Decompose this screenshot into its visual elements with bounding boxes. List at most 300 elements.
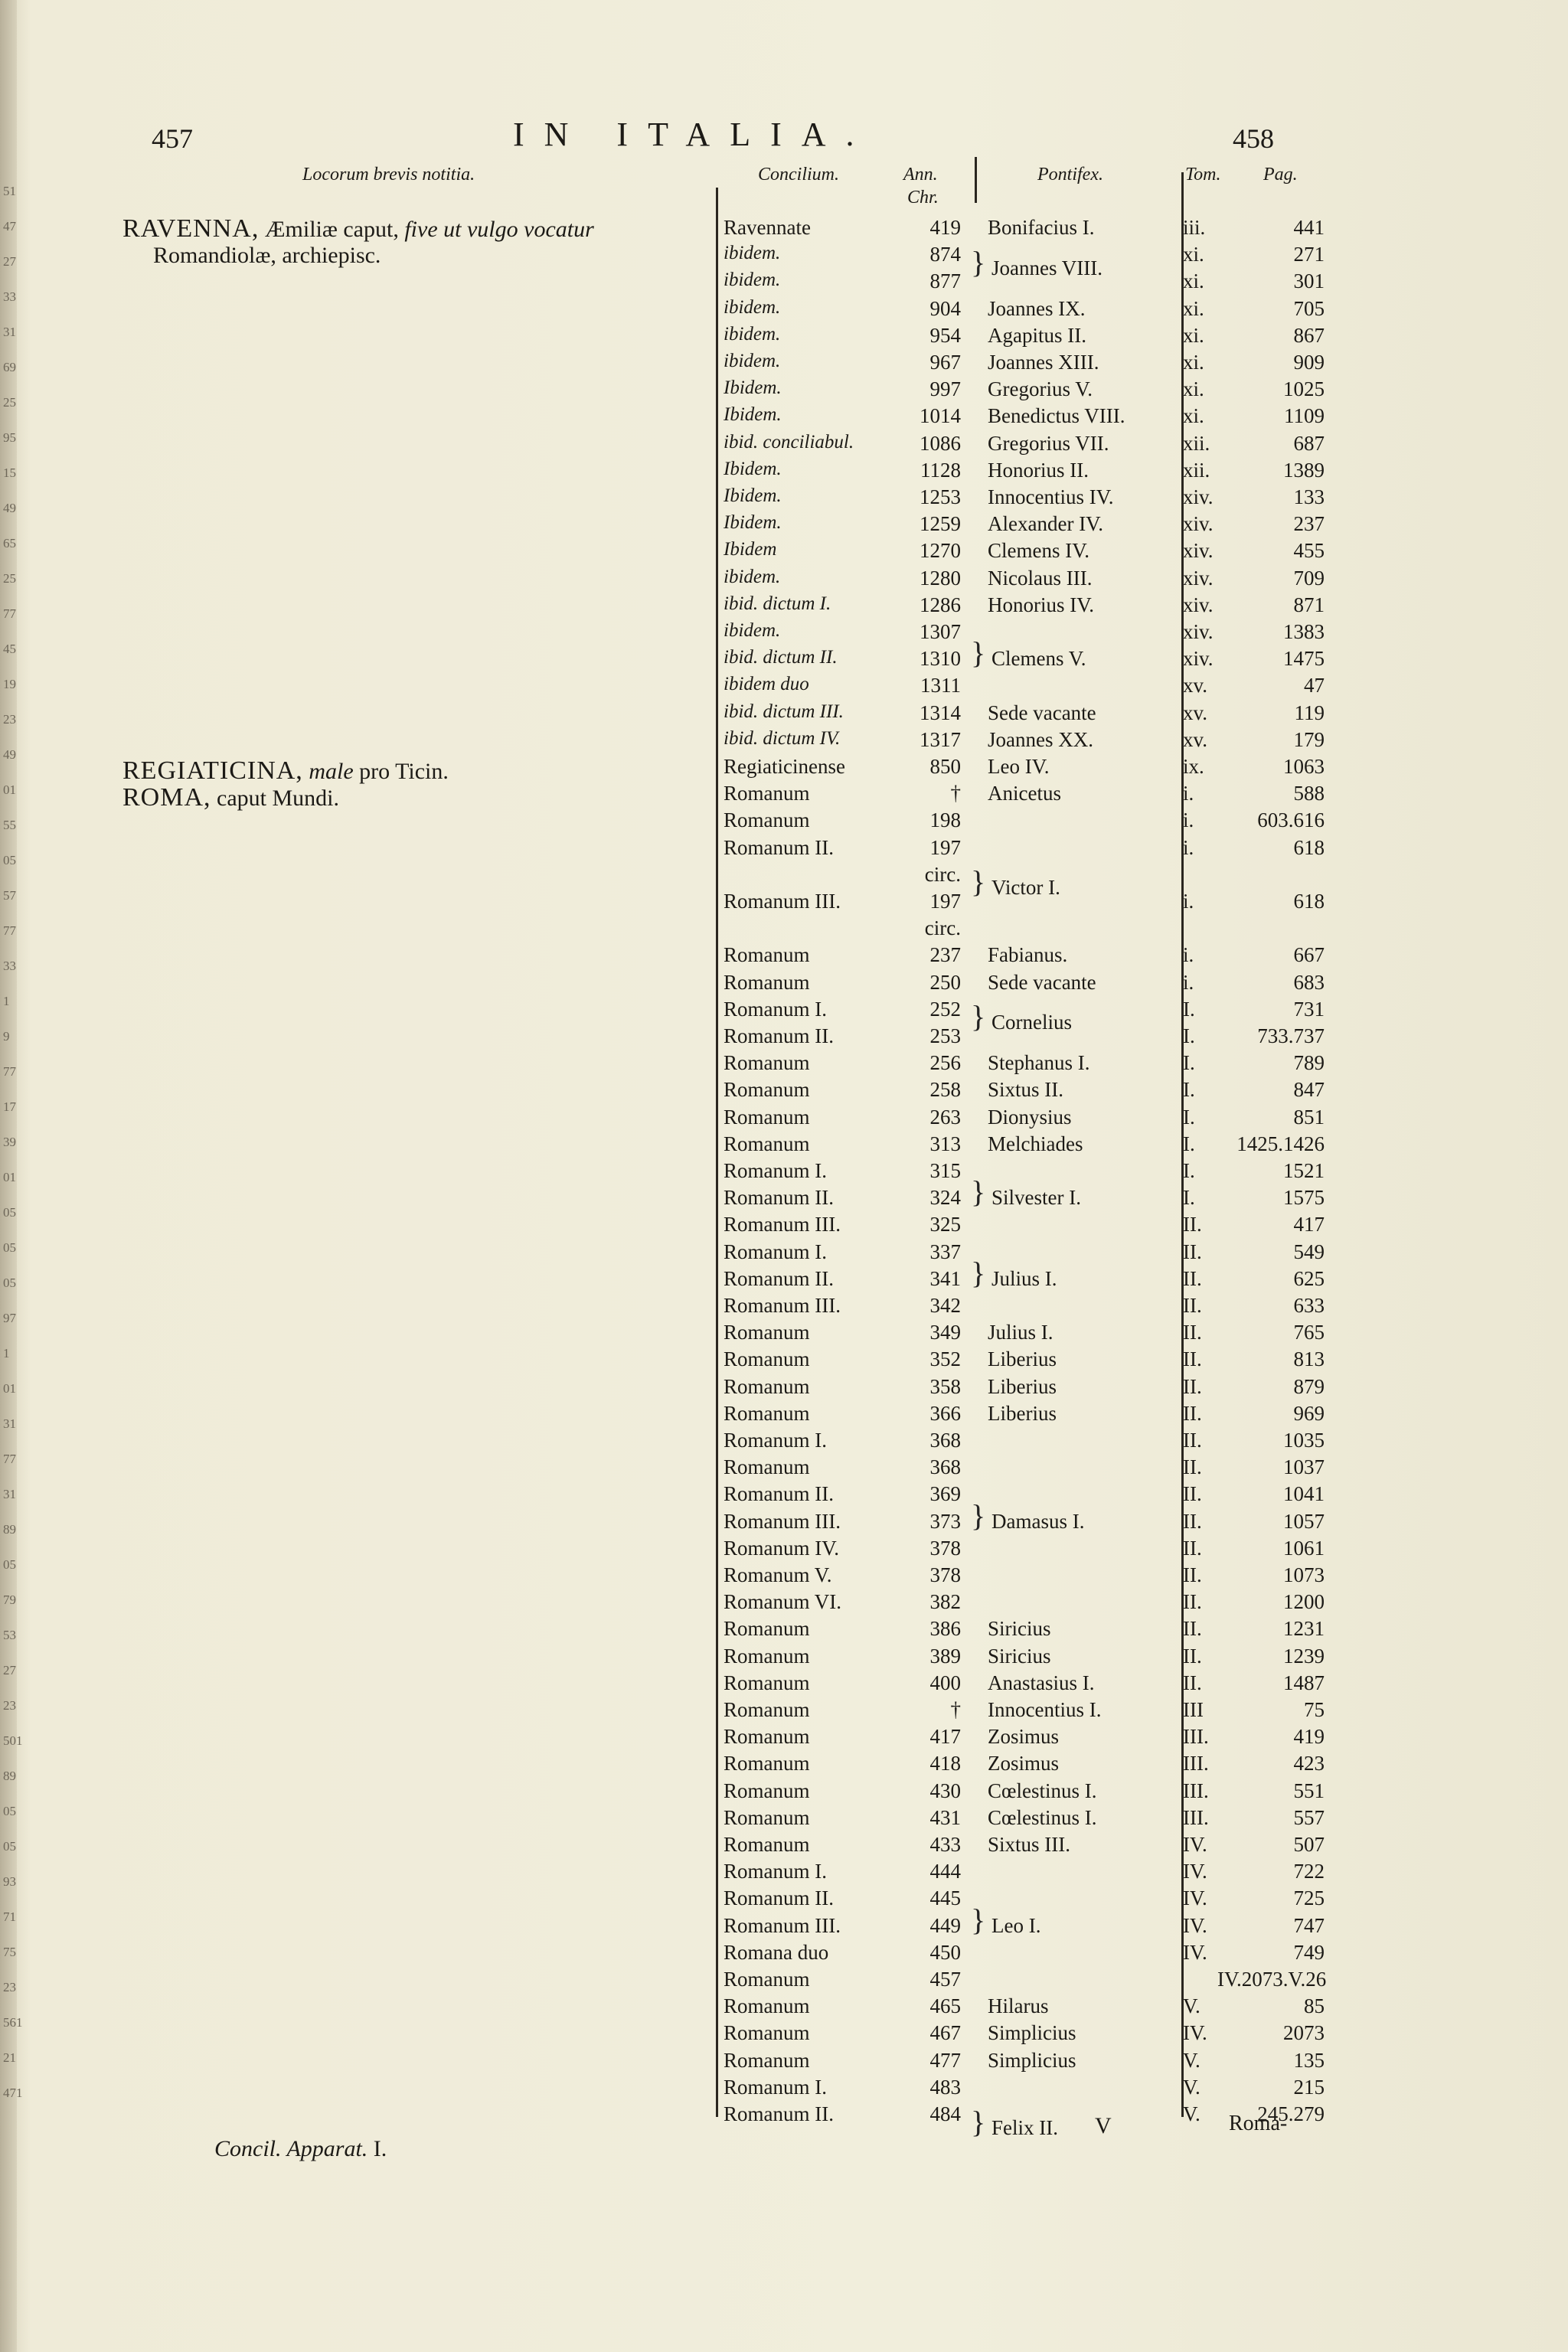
year-cell: 263 xyxy=(929,1105,961,1129)
page-cell: 419 xyxy=(1293,1725,1325,1749)
page-cell: 847 xyxy=(1293,1078,1325,1102)
page-cell: 1037 xyxy=(1283,1455,1325,1479)
page-cell: 245.279 xyxy=(1257,2102,1325,2125)
margin-number: 31 xyxy=(3,1487,16,1501)
page-cell: 871 xyxy=(1293,593,1325,616)
margin-number: 1 xyxy=(3,1346,10,1361)
pontifex-cell xyxy=(988,836,1179,863)
tome-cell: IV. xyxy=(1183,1860,1207,1883)
year-cell: 1270 xyxy=(920,539,961,563)
tome-cell: I. xyxy=(1183,1078,1195,1102)
council-cell: Romanum II. xyxy=(724,1266,834,1290)
council-cell: ibid. dictum III. xyxy=(724,701,844,722)
council-cell: Romanum xyxy=(724,1051,810,1075)
margin-number: 05 xyxy=(3,1839,16,1854)
tome-cell: xi. xyxy=(1183,270,1204,293)
margin-number: 39 xyxy=(3,1135,16,1149)
tome-cell: III. xyxy=(1183,1805,1209,1829)
place-desc: caput Mundi. xyxy=(217,786,340,811)
margin-number: 05 xyxy=(3,1205,16,1220)
margin-number: 9 xyxy=(3,1029,10,1044)
tome-cell: IV. xyxy=(1183,1940,1207,1964)
column-header-pontifex: Pontifex. xyxy=(1037,165,1103,185)
council-cell: Ibidem. xyxy=(724,485,782,506)
footer-reference xyxy=(214,2136,387,2162)
council-cell: Romanum III. xyxy=(724,1213,841,1236)
tome-cell: xi. xyxy=(1183,377,1204,401)
year-cell: 483 xyxy=(929,2075,961,2099)
margin-number: 19 xyxy=(3,677,16,691)
council-cell: Romanum xyxy=(724,1401,810,1425)
pontifex-cell xyxy=(988,1429,1179,1455)
page-cell: 1475 xyxy=(1283,647,1325,671)
year-cell: 368 xyxy=(929,1455,961,1479)
page-number-right: 458 xyxy=(1233,123,1274,154)
pontifex-cell: Sede vacante xyxy=(988,970,1096,994)
bracketed-pontifex: Victor I. xyxy=(991,876,1060,900)
margin-number: 15 xyxy=(3,466,16,480)
page-cell: 588 xyxy=(1293,782,1325,805)
council-cell: Romanum xyxy=(724,1644,810,1668)
council-cell: Romanum xyxy=(724,1455,810,1479)
tome-cell: III. xyxy=(1183,1725,1209,1749)
page-cell: 879 xyxy=(1293,1374,1325,1398)
page-cell: 1389 xyxy=(1283,458,1325,482)
place-name: RAVENNA, xyxy=(122,214,260,243)
page-cell: 731 xyxy=(1293,997,1325,1021)
council-cell xyxy=(724,916,900,943)
year-cell: 445 xyxy=(929,1886,961,1910)
page-cell: 1239 xyxy=(1283,1644,1325,1668)
council-cell: ibidem. xyxy=(724,566,781,587)
council-cell: Romanum xyxy=(724,1078,810,1102)
pontifex-cell: Liberius xyxy=(988,1348,1057,1371)
tome-cell: II. xyxy=(1183,1240,1202,1263)
year-cell: 342 xyxy=(929,1294,961,1317)
page-cell xyxy=(1217,916,1325,943)
council-cell: Romanum I. xyxy=(724,1159,827,1182)
catchword: Roma- xyxy=(1229,2112,1288,2135)
tome-cell: III. xyxy=(1183,1779,1209,1802)
margin-number: 27 xyxy=(3,254,16,269)
council-cell: Ibidem. xyxy=(724,404,782,426)
year-cell: 369 xyxy=(929,1482,961,1506)
pontifex-cell: Stephanus I. xyxy=(988,1051,1090,1075)
pontifex-cell: Hilarus xyxy=(988,1994,1049,2018)
place-entry-ravenna xyxy=(122,216,594,269)
pontifex-cell: Agapitus II. xyxy=(988,323,1086,347)
margin-number: 55 xyxy=(3,818,16,832)
year-cell: 1280 xyxy=(920,566,961,590)
pontifex-cell xyxy=(988,1886,1179,1913)
page-cell: 683 xyxy=(1293,970,1325,994)
council-cell: Romanum II. xyxy=(724,835,834,859)
council-cell: Romanum xyxy=(724,970,810,994)
year-cell: 430 xyxy=(929,1779,961,1802)
year-cell: 389 xyxy=(929,1644,961,1668)
pontifex-cell xyxy=(988,1482,1179,1509)
page-cell: 301 xyxy=(1293,270,1325,293)
pontifex-cell: Innocentius I. xyxy=(988,1698,1102,1721)
margin-number: 01 xyxy=(3,1381,16,1396)
year-cell: 1307 xyxy=(920,620,961,643)
council-cell: Romanum II. xyxy=(724,1886,834,1910)
margin-number: 05 xyxy=(3,1240,16,1255)
council-cell: Ibidem. xyxy=(724,377,782,399)
pontifex-cell: Liberius xyxy=(988,1374,1057,1398)
bracketed-pontifex: Joannes VIII. xyxy=(991,256,1102,279)
year-cell: 419 xyxy=(929,216,961,239)
margin-number: 23 xyxy=(3,712,16,727)
council-cell: Ibidem. xyxy=(724,458,782,479)
year-cell: 358 xyxy=(929,1374,961,1398)
margin-number: 77 xyxy=(3,1452,16,1466)
page-cell: 667 xyxy=(1293,943,1325,967)
brace-mark: } xyxy=(971,1174,986,1210)
year-cell: 433 xyxy=(929,1833,961,1856)
council-cell: Romanum xyxy=(724,1105,810,1129)
place-desc-italic: male xyxy=(309,759,354,784)
year-cell: 352 xyxy=(929,1348,961,1371)
brace-mark: } xyxy=(971,999,986,1034)
pontifex-cell: Clemens IV. xyxy=(988,539,1089,563)
year-cell: 197 xyxy=(929,835,961,859)
column-rule-pontifex xyxy=(975,157,977,203)
year-cell: 850 xyxy=(929,755,961,778)
tome-cell: xiv. xyxy=(1183,620,1214,643)
year-cell: 378 xyxy=(929,1536,961,1560)
margin-number: 05 xyxy=(3,1276,16,1290)
pontifex-cell: Alexander IV. xyxy=(988,512,1103,536)
tome-cell: IV. xyxy=(1183,1913,1207,1937)
year-cell: 368 xyxy=(929,1429,961,1452)
year-cell: 256 xyxy=(929,1051,961,1075)
column-header-pag: Pag. xyxy=(1263,165,1298,185)
tome-cell: iii. xyxy=(1183,216,1206,239)
year-cell: 877 xyxy=(929,270,961,293)
brace-mark: } xyxy=(971,864,986,900)
page-cell: 1073 xyxy=(1283,1563,1325,1586)
pontifex-cell: Siricius xyxy=(988,1617,1051,1641)
pontifex-cell: Joannes XIII. xyxy=(988,351,1099,374)
tome-cell: xiv. xyxy=(1183,512,1214,536)
year-cell: 378 xyxy=(929,1563,961,1586)
tome-cell: I. xyxy=(1183,1159,1195,1182)
brace-mark: } xyxy=(971,1498,986,1533)
council-cell xyxy=(724,863,900,890)
tome-cell: xi. xyxy=(1183,296,1204,320)
margin-number: 471 xyxy=(3,2086,23,2100)
pontifex-cell xyxy=(988,1159,1179,1186)
council-cell: Ibidem xyxy=(724,539,777,560)
tome-cell: IV. xyxy=(1183,1886,1207,1910)
tome-cell: i. xyxy=(1183,890,1194,913)
page-cell: 549 xyxy=(1293,1240,1325,1263)
year-cell: 253 xyxy=(929,1024,961,1047)
pontifex-cell xyxy=(988,1590,1179,1617)
year-cell: 337 xyxy=(929,1240,961,1263)
tome-cell: xiv. xyxy=(1183,647,1214,671)
council-cell: Romanum xyxy=(724,1805,810,1829)
year-cell: 1253 xyxy=(920,485,961,508)
margin-number: 57 xyxy=(3,888,16,903)
margin-number: 49 xyxy=(3,747,16,762)
column-header-ann: Ann. xyxy=(903,165,938,185)
year-cell: 366 xyxy=(929,1401,961,1425)
page-cell: 1057 xyxy=(1283,1509,1325,1533)
brace-mark: } xyxy=(971,244,986,279)
council-cell: Romana duo xyxy=(724,1940,829,1964)
page-cell: 1041 xyxy=(1283,1482,1325,1506)
page-cell: 1487 xyxy=(1283,1671,1325,1694)
margin-number: 33 xyxy=(3,289,16,304)
year-cell: 1317 xyxy=(920,727,961,751)
pontifex-cell xyxy=(988,2076,1179,2102)
margin-number: 1 xyxy=(3,994,10,1008)
page-cell: 179 xyxy=(1293,727,1325,751)
page-cell: 1575 xyxy=(1283,1186,1325,1210)
pontifex-cell: Anicetus xyxy=(988,782,1061,805)
council-cell: Romanum II. xyxy=(724,1024,834,1047)
council-cell: Romanum I. xyxy=(724,1429,827,1452)
tome-cell: II. xyxy=(1183,1590,1202,1614)
page-cell: 618 xyxy=(1293,835,1325,859)
tome-cell: xii. xyxy=(1183,431,1210,455)
page-cell: 551 xyxy=(1293,1779,1325,1802)
pontifex-cell: Siricius xyxy=(988,1644,1051,1668)
council-cell: Romanum xyxy=(724,1671,810,1694)
council-cell: Romanum xyxy=(724,1617,810,1641)
year-cell: 315 xyxy=(929,1159,961,1182)
pontifex-cell xyxy=(988,808,1179,835)
pontifex-cell: Anastasius I. xyxy=(988,1671,1095,1694)
year-cell: 967 xyxy=(929,351,961,374)
tome-cell: II. xyxy=(1183,1294,1202,1317)
page-cell: 618 xyxy=(1293,890,1325,913)
year-cell: 197 xyxy=(929,890,961,913)
margin-number: 17 xyxy=(3,1099,16,1114)
margin-number: 65 xyxy=(3,536,16,550)
margin-number: 23 xyxy=(3,1698,16,1713)
pontifex-cell: Cœlestinus I. xyxy=(988,1779,1097,1802)
year-cell: 467 xyxy=(929,2021,961,2045)
place-entry-roma xyxy=(122,785,339,812)
margin-number: 01 xyxy=(3,782,16,797)
council-cell: Romanum I. xyxy=(724,997,827,1021)
page-cell: 687 xyxy=(1293,431,1325,455)
page-cell: 1109 xyxy=(1284,404,1325,428)
margin-number: 21 xyxy=(3,2050,16,2065)
tome-cell: xi. xyxy=(1183,351,1204,374)
tome-cell: III. xyxy=(1183,1752,1209,1775)
pontifex-cell: Dionysius xyxy=(988,1105,1072,1129)
council-cell: Romanum V. xyxy=(724,1563,832,1586)
place-name: REGIATICINA, xyxy=(122,756,303,785)
year-cell: 477 xyxy=(929,2048,961,2072)
council-cell: ibid. dictum I. xyxy=(724,593,831,614)
tome-cell: xiv. xyxy=(1183,593,1214,616)
year-cell: 417 xyxy=(929,1725,961,1749)
page-cell: 851 xyxy=(1293,1105,1325,1129)
place-desc-line2: Romandiolæ, archiepisc. xyxy=(153,243,381,268)
pontifex-cell: Cœlestinus I. xyxy=(988,1805,1097,1829)
page-cell: 441 xyxy=(1293,216,1325,239)
pontifex-cell: Simplicius xyxy=(988,2048,1076,2072)
council-cell: ibidem. xyxy=(724,351,781,371)
council-cell: Romanum III. xyxy=(724,1509,841,1533)
page-cell: 625 xyxy=(1293,1266,1325,1290)
year-cell: 484 xyxy=(929,2102,961,2125)
tome-cell: II. xyxy=(1183,1266,1202,1290)
page-cell: 423 xyxy=(1293,1752,1325,1775)
page-cell: 909 xyxy=(1293,351,1325,374)
tome-cell: i. xyxy=(1183,835,1194,859)
page-cell: 733.737 xyxy=(1257,1024,1325,1047)
council-cell: Romanum xyxy=(724,1779,810,1802)
tome-cell: i. xyxy=(1183,970,1194,994)
pontifex-cell xyxy=(988,674,1179,701)
tome-cell: II. xyxy=(1183,1374,1202,1398)
bracketed-pontifex: Felix II. xyxy=(991,2115,1058,2139)
page-cell: 215 xyxy=(1293,2075,1325,2099)
year-cell: † xyxy=(950,1698,961,1721)
year-cell: 198 xyxy=(929,808,961,832)
page-number-left: 457 xyxy=(152,123,193,154)
council-cell: ibid. dictum II. xyxy=(724,647,838,668)
council-cell: ibidem duo xyxy=(724,674,809,695)
tome-cell: II. xyxy=(1183,1213,1202,1236)
tome-cell: xi. xyxy=(1183,404,1204,428)
bracketed-pontifex: Cornelius xyxy=(991,1011,1072,1034)
council-cell: Romanum xyxy=(724,1968,810,1991)
pontifex-cell: Gregorius V. xyxy=(988,377,1093,401)
tome-cell: II. xyxy=(1183,1482,1202,1506)
tome-cell: II. xyxy=(1183,1536,1202,1560)
page-cell: 135 xyxy=(1293,2048,1325,2072)
page-cell: IV.2073.V.26 xyxy=(1217,1968,1327,1991)
tome-cell: IV. xyxy=(1183,1833,1207,1856)
year-cell: 997 xyxy=(929,377,961,401)
margin-number: 27 xyxy=(3,1663,16,1677)
column-header-chr: Chr. xyxy=(907,188,939,207)
tome-cell: I. xyxy=(1183,1051,1195,1075)
year-cell: 904 xyxy=(929,296,961,320)
tome-cell: xiv. xyxy=(1183,539,1214,563)
brace-mark: } xyxy=(971,1255,986,1290)
tome-cell: II. xyxy=(1183,1644,1202,1668)
page-cell: 237 xyxy=(1293,512,1325,536)
year-cell: 324 xyxy=(929,1186,961,1210)
margin-number: 31 xyxy=(3,325,16,339)
year-cell: circ. xyxy=(924,916,961,940)
pontifex-cell: Simplicius xyxy=(988,2021,1076,2045)
page-cell: 1200 xyxy=(1283,1590,1325,1614)
place-entry-regiaticina xyxy=(122,758,449,785)
tome-cell: xiv. xyxy=(1183,485,1214,508)
year-cell: 450 xyxy=(929,1940,961,1964)
tome-cell: V. xyxy=(1183,1994,1200,2018)
pontifex-cell: Joannes XX. xyxy=(988,727,1093,751)
year-cell: 313 xyxy=(929,1132,961,1155)
margin-number: 79 xyxy=(3,1592,16,1607)
council-cell: Romanum II. xyxy=(724,1186,834,1210)
year-cell: 465 xyxy=(929,1994,961,2018)
page-cell: 455 xyxy=(1293,539,1325,563)
pontifex-cell: Sede vacante xyxy=(988,701,1096,724)
year-cell: 349 xyxy=(929,1321,961,1344)
page-cell: 271 xyxy=(1293,243,1325,266)
tome-cell: IV. xyxy=(1183,2021,1207,2045)
column-header-concilium: Concilium. xyxy=(758,165,839,185)
council-cell: Romanum xyxy=(724,1374,810,1398)
council-cell: Romanum IV. xyxy=(724,1536,840,1560)
bracketed-pontifex: Silvester I. xyxy=(991,1186,1081,1210)
council-cell: Romanum VI. xyxy=(724,1590,841,1614)
year-cell: 341 xyxy=(929,1266,961,1290)
pontifex-cell xyxy=(988,1563,1179,1590)
page-cell: 1063 xyxy=(1283,755,1325,778)
tome-cell: II. xyxy=(1183,1617,1202,1641)
page-cell: 47 xyxy=(1304,674,1325,697)
year-cell: 1014 xyxy=(920,404,961,428)
page-cell: 85 xyxy=(1304,1994,1325,2018)
council-cell: ibidem. xyxy=(724,296,781,318)
margin-number: 23 xyxy=(3,1980,16,1994)
margin-number: 45 xyxy=(3,642,16,656)
place-desc-italic: five ut vulgo vocatur xyxy=(404,217,594,242)
council-cell: Romanum II. xyxy=(724,2102,834,2125)
council-cell: Romanum xyxy=(724,1132,810,1155)
margin-number: 51 xyxy=(3,184,16,198)
pontifex-cell: Nicolaus III. xyxy=(988,566,1093,590)
page-cell: 1061 xyxy=(1283,1536,1325,1560)
year-cell: 444 xyxy=(929,1860,961,1883)
margin-number: 561 xyxy=(3,2015,23,2030)
year-cell: 373 xyxy=(929,1509,961,1533)
margin-number: 77 xyxy=(3,1064,16,1079)
margin-number: 77 xyxy=(3,923,16,938)
tome-cell: II. xyxy=(1183,1321,1202,1344)
year-cell: 1259 xyxy=(920,512,961,536)
year-cell: 449 xyxy=(929,1913,961,1937)
council-cell: ibidem. xyxy=(724,323,781,345)
brace-mark: } xyxy=(971,1902,986,1937)
tome-cell: I. xyxy=(1183,997,1195,1021)
council-cell: Romanum xyxy=(724,782,810,805)
tome-cell: xii. xyxy=(1183,458,1210,482)
tome-cell: I. xyxy=(1183,1105,1195,1129)
tome-cell: xv. xyxy=(1183,674,1207,697)
page-cell: 765 xyxy=(1293,1321,1325,1344)
tome-cell: xv. xyxy=(1183,701,1207,724)
column-rule-left xyxy=(716,188,718,2117)
pontifex-cell xyxy=(988,1537,1179,1563)
year-cell: 1310 xyxy=(920,647,961,671)
year-cell: 258 xyxy=(929,1078,961,1102)
tome-cell: i. xyxy=(1183,943,1194,967)
council-cell: Romanum I. xyxy=(724,1240,827,1263)
margin-number: 01 xyxy=(3,1170,16,1184)
pontifex-cell: Sixtus III. xyxy=(988,1833,1070,1856)
council-cell: Romanum I. xyxy=(724,1860,827,1883)
year-cell: 1314 xyxy=(920,701,961,724)
council-cell: Romanum xyxy=(724,1348,810,1371)
page-cell: 417 xyxy=(1293,1213,1325,1236)
year-cell: 400 xyxy=(929,1671,961,1694)
bracketed-pontifex: Clemens V. xyxy=(991,647,1086,671)
tome-cell: II. xyxy=(1183,1401,1202,1425)
council-cell: Romanum xyxy=(724,943,810,967)
